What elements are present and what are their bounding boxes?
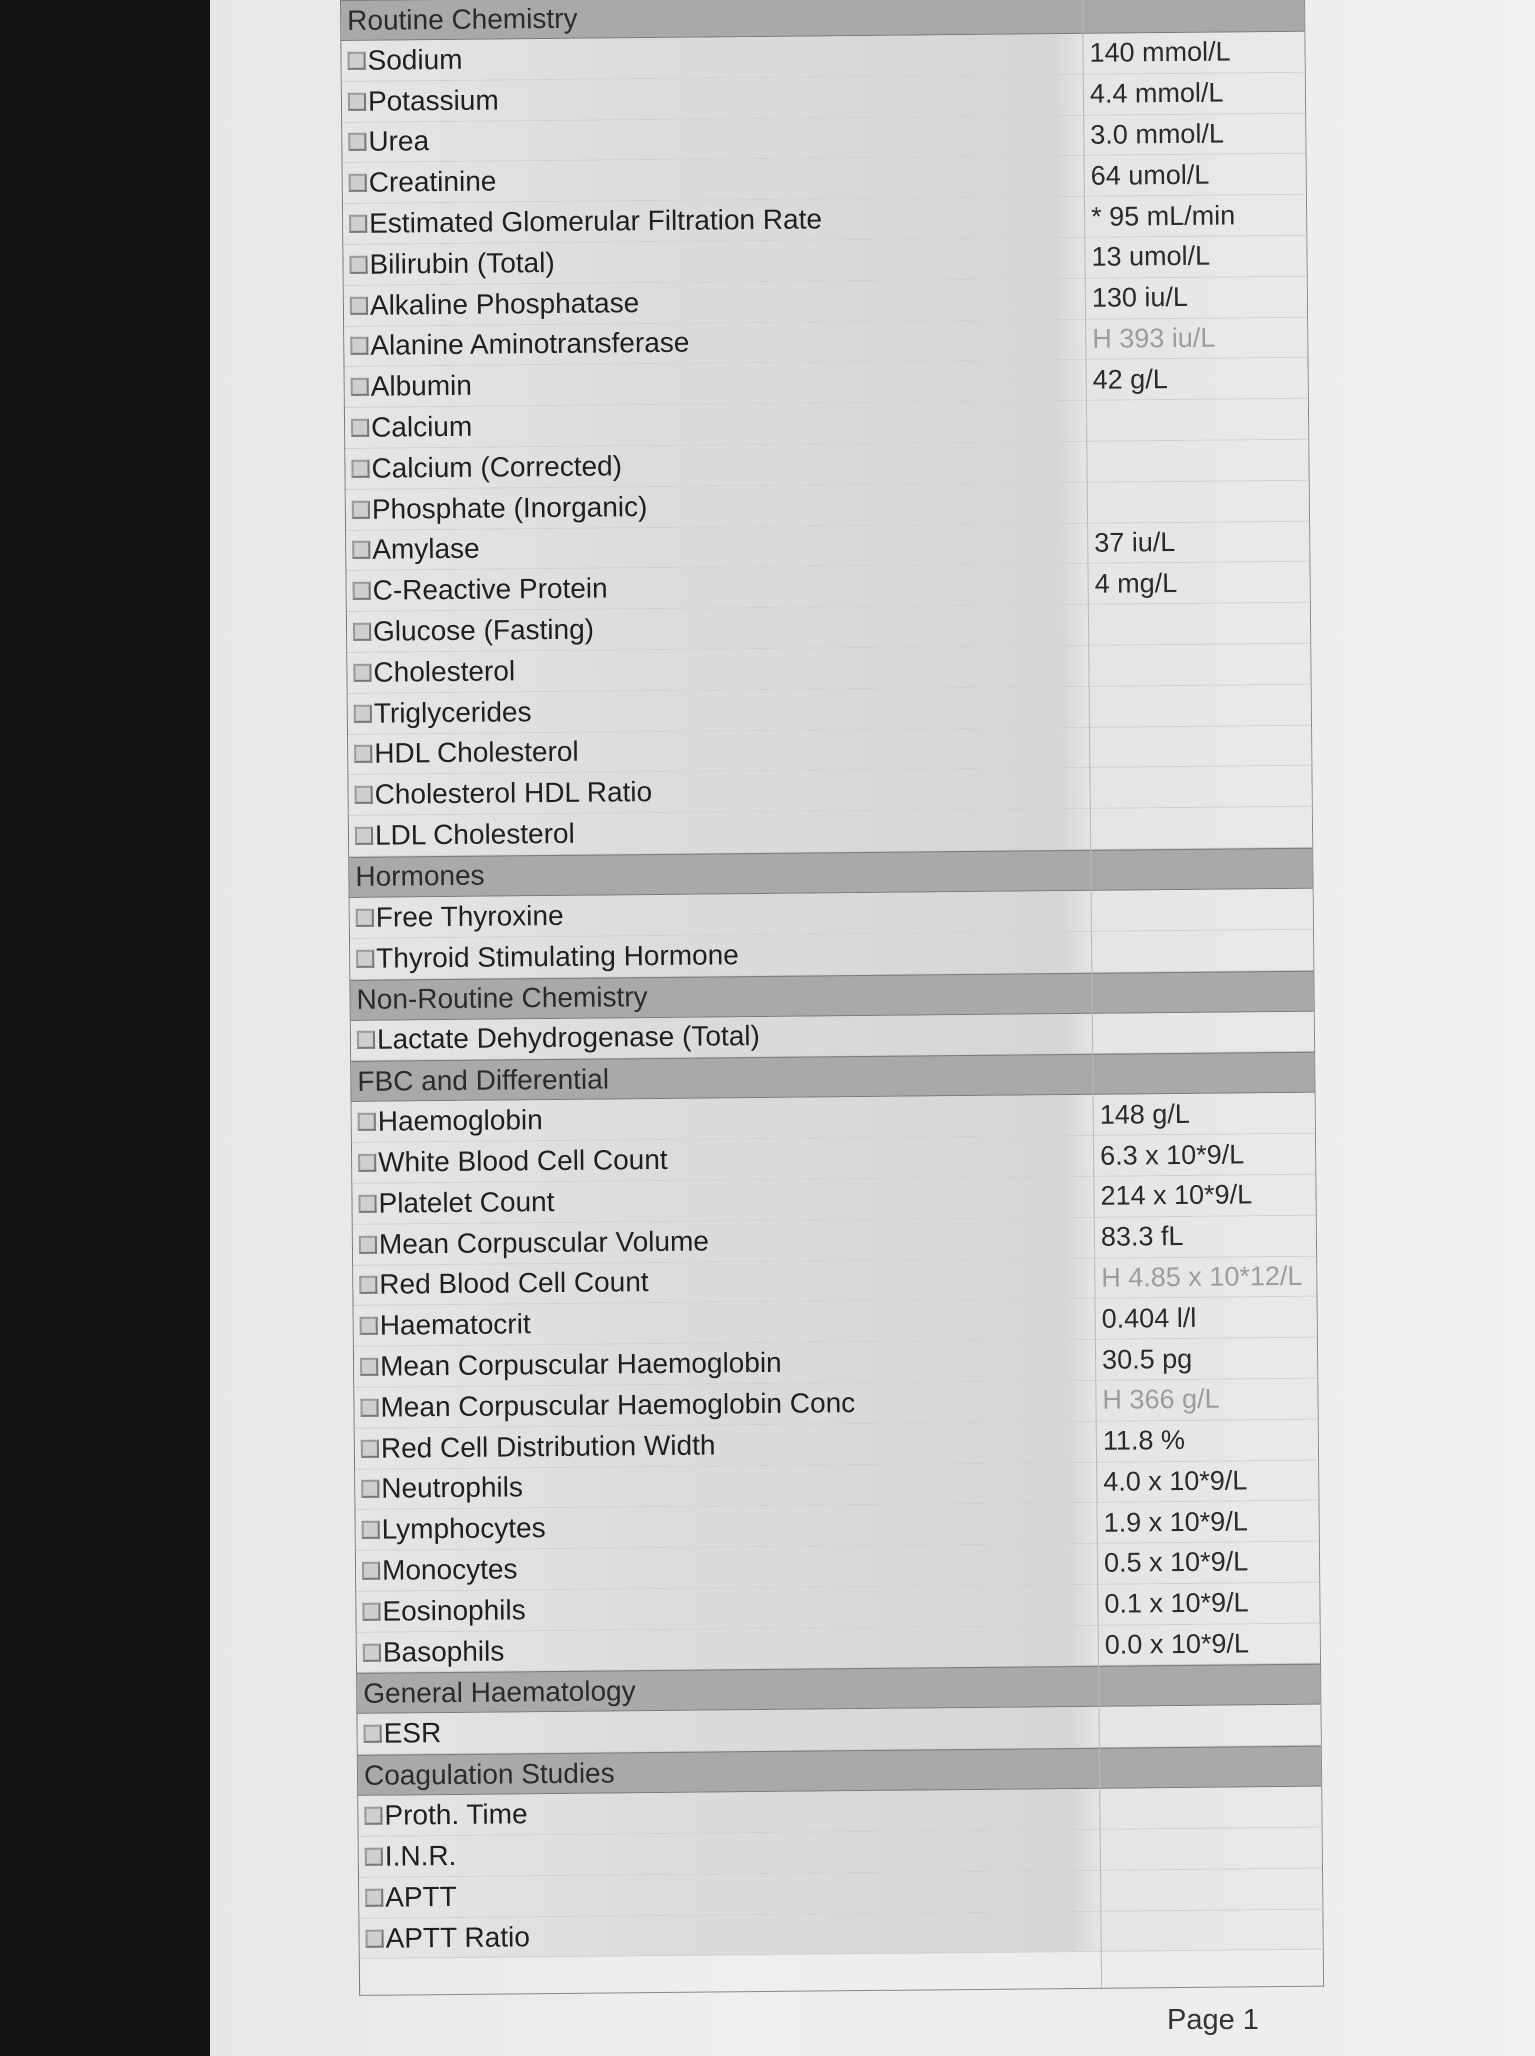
- test-result: 3.0 mmol/L: [1090, 118, 1225, 150]
- test-name: Mean Corpuscular Volume: [378, 1225, 710, 1260]
- test-name: Monocytes: [381, 1553, 518, 1586]
- test-name: Potassium: [367, 84, 499, 117]
- test-result: 0.5 x 10*9/L: [1103, 1546, 1249, 1579]
- test-row-aptt-ratio: [359, 1909, 1322, 1959]
- results-table: [340, 0, 1324, 1996]
- test-result: 64 umol/L: [1090, 159, 1210, 191]
- test-result: 42 g/L: [1092, 363, 1168, 395]
- test-result: [1097, 1848, 1322, 1850]
- test-name: Basophils: [382, 1635, 505, 1668]
- checkbox-icon: [351, 419, 369, 437]
- test-result: [1086, 704, 1311, 706]
- test-name: Urea: [368, 125, 430, 158]
- test-result: 0.404 l/l: [1101, 1302, 1197, 1334]
- checkbox-icon: [353, 582, 371, 600]
- test-result: 130 iu/L: [1091, 282, 1189, 313]
- test-result: [1089, 1031, 1314, 1033]
- checkbox-icon: [355, 786, 373, 804]
- test-name: Calcium (Corrected): [371, 450, 623, 484]
- test-result: 83.3 fL: [1100, 1221, 1184, 1252]
- test-name: I.N.R.: [384, 1839, 457, 1872]
- test-result: [1098, 1929, 1323, 1931]
- checkbox-icon: [360, 1398, 378, 1416]
- checkbox-icon: [362, 1562, 380, 1580]
- test-name: Mean Corpuscular Haemoglobin: [379, 1346, 782, 1382]
- test-name: Haemoglobin: [377, 1104, 543, 1137]
- test-result: [1085, 623, 1310, 625]
- checkbox-icon: [363, 1643, 381, 1661]
- test-name: Cholesterol HDL Ratio: [374, 776, 653, 810]
- test-name: Bilirubin (Total): [369, 246, 555, 280]
- checkbox-icon: [356, 909, 374, 927]
- test-name: Thyroid Stimulating Hormone: [376, 938, 739, 974]
- checkbox-icon: [365, 1888, 383, 1906]
- test-name: ESR: [383, 1717, 442, 1750]
- checkbox-icon: [357, 1031, 375, 1049]
- test-name: APTT Ratio: [385, 1920, 530, 1954]
- test-result: [1087, 786, 1312, 788]
- section-title: Hormones: [355, 860, 485, 893]
- checkbox-icon: [360, 1317, 378, 1335]
- section-title: Coagulation Studies: [363, 1757, 615, 1791]
- checkbox-icon: [361, 1439, 379, 1457]
- checkbox-icon: [364, 1725, 382, 1743]
- test-name: Lymphocytes: [381, 1512, 546, 1545]
- checkbox-icon: [351, 460, 369, 478]
- test-result: 13 umol/L: [1091, 241, 1211, 273]
- checkbox-icon: [366, 1929, 384, 1947]
- test-result: 4 mg/L: [1094, 567, 1178, 599]
- test-result: 0.0 x 10*9/L: [1104, 1628, 1250, 1660]
- test-name: Lactate Dehydrogenase (Total): [376, 1020, 761, 1056]
- checkbox-icon: [361, 1480, 379, 1498]
- test-name: Sodium: [367, 43, 463, 76]
- checkbox-icon: [351, 378, 369, 396]
- test-result: [1096, 1725, 1321, 1727]
- test-result: [1083, 419, 1308, 421]
- checkbox-icon: [349, 174, 367, 192]
- test-name: Red Blood Cell Count: [379, 1266, 649, 1301]
- test-name: Albumin: [370, 370, 473, 402]
- test-result: [1097, 1888, 1322, 1890]
- test-name: Alanine Aminotransferase: [370, 327, 690, 362]
- test-result: 140 mmol/L: [1089, 36, 1231, 69]
- checkbox-icon: [347, 52, 365, 70]
- flagged-result: H 4.85 x 10*12/L: [1101, 1260, 1303, 1293]
- checkbox-icon: [360, 1358, 378, 1376]
- test-result: 37 iu/L: [1094, 526, 1176, 558]
- checkbox-icon: [358, 1154, 376, 1172]
- test-result: 0.1 x 10*9/L: [1104, 1587, 1249, 1620]
- section-title: Non-Routine Chemistry: [356, 981, 648, 1015]
- section-title: Routine Chemistry: [347, 2, 578, 36]
- test-name: Red Cell Distribution Width: [380, 1429, 716, 1464]
- test-name: Mean Corpuscular Haemoglobin Conc: [380, 1386, 856, 1423]
- test-result: [1087, 827, 1312, 829]
- checkbox-icon: [356, 949, 374, 967]
- section-title: FBC and Differential: [357, 1063, 610, 1097]
- checkbox-icon: [358, 1113, 376, 1131]
- test-result: [1088, 909, 1313, 911]
- test-name: Estimated Glomerular Filtration Rate: [368, 203, 823, 239]
- test-name: Phosphate (Inorganic): [371, 490, 648, 525]
- checkbox-icon: [359, 1235, 377, 1253]
- test-name: Creatinine: [368, 165, 497, 199]
- test-name: Amylase: [372, 533, 480, 566]
- test-name: Neutrophils: [381, 1471, 524, 1505]
- test-name: Alkaline Phosphatase: [369, 286, 640, 321]
- test-name: Triglycerides: [373, 695, 532, 729]
- test-name: APTT: [385, 1880, 457, 1913]
- test-result: 1.9 x 10*9/L: [1103, 1506, 1248, 1538]
- test-name: LDL Cholesterol: [374, 817, 575, 851]
- test-name: Proth. Time: [384, 1798, 528, 1831]
- test-result: * 95 mL/min: [1090, 199, 1236, 232]
- test-name: Calcium: [370, 410, 473, 443]
- test-result: 30.5 pg: [1101, 1343, 1193, 1375]
- checkbox-icon: [349, 215, 367, 233]
- test-result: [1083, 460, 1308, 462]
- checkbox-icon: [348, 133, 366, 151]
- checkbox-icon: [353, 623, 371, 641]
- section-title: General Haematology: [363, 1675, 636, 1709]
- checkbox-icon: [364, 1807, 382, 1825]
- test-name: Haematocrit: [379, 1308, 531, 1341]
- checkbox-icon: [349, 256, 367, 274]
- flagged-result: H 393 iu/L: [1092, 322, 1216, 354]
- test-name: HDL Cholesterol: [374, 736, 579, 770]
- test-result: [1088, 949, 1313, 951]
- page-number: Page 1: [1167, 2004, 1259, 2036]
- checkbox-icon: [350, 337, 368, 355]
- test-name: Platelet Count: [378, 1185, 555, 1219]
- checkbox-icon: [354, 704, 372, 722]
- test-result: 4.4 mmol/L: [1089, 77, 1224, 109]
- test-result: 148 g/L: [1099, 1098, 1190, 1130]
- test-name: Free Thyroxine: [375, 899, 564, 933]
- checkbox-icon: [359, 1276, 377, 1294]
- test-result: 6.3 x 10*9/L: [1099, 1138, 1245, 1171]
- checkbox-icon: [355, 827, 373, 845]
- test-result: [1084, 500, 1309, 502]
- checkbox-icon: [362, 1602, 380, 1620]
- checkbox-icon: [352, 500, 370, 518]
- test-result: [1096, 1807, 1321, 1809]
- test-result: [1085, 664, 1310, 666]
- test-name: Glucose (Fasting): [372, 613, 595, 647]
- checkbox-icon: [352, 541, 370, 559]
- checkbox-icon: [362, 1521, 380, 1539]
- test-name: Cholesterol: [373, 655, 516, 688]
- test-name: Eosinophils: [382, 1594, 526, 1627]
- test-name: C-Reactive Protein: [372, 572, 608, 606]
- checkbox-icon: [354, 745, 372, 763]
- checkbox-icon: [353, 664, 371, 682]
- flagged-result: H 366 g/L: [1102, 1383, 1220, 1416]
- test-result: 4.0 x 10*9/L: [1103, 1465, 1248, 1497]
- test-result: 11.8 %: [1102, 1425, 1186, 1456]
- checkbox-icon: [350, 296, 368, 314]
- checkbox-icon: [358, 1195, 376, 1213]
- test-result: 214 x 10*9/L: [1100, 1179, 1253, 1212]
- checkbox-icon: [348, 92, 366, 110]
- checkbox-icon: [365, 1848, 383, 1866]
- test-result: [1086, 745, 1311, 747]
- test-name: White Blood Cell Count: [378, 1143, 668, 1178]
